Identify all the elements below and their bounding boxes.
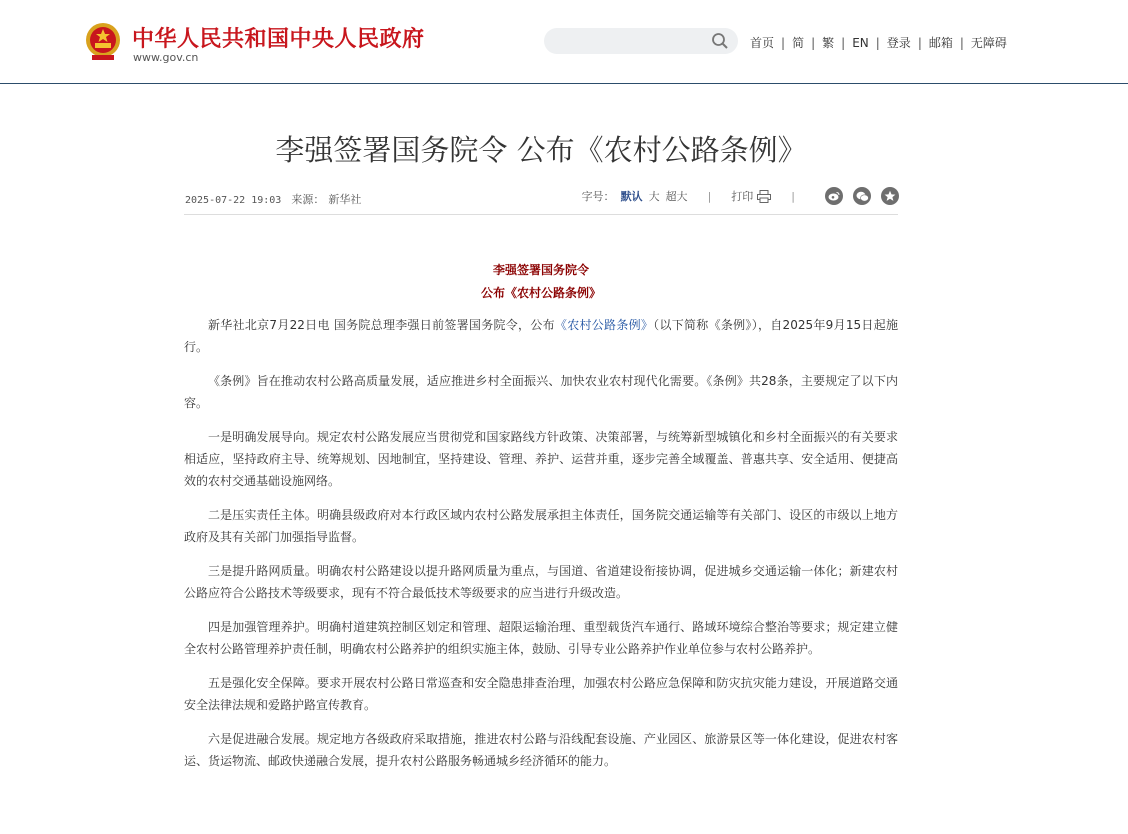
top-navigation [750, 34, 1007, 51]
nav-divider: | [781, 36, 786, 50]
paragraph [184, 314, 898, 358]
nav-english[interactable]: EN [852, 36, 869, 50]
font-size-default[interactable]: 默认 [620, 190, 643, 203]
font-size-large[interactable]: 大 [648, 190, 660, 203]
site-url[interactable]: www.gov.cn [133, 51, 199, 64]
nav-divider: | [841, 36, 846, 50]
regulation-link[interactable]: 《农村公路条例》 [554, 318, 654, 332]
nav-traditional[interactable]: 繁 [822, 36, 835, 50]
paragraph: 四是加强管理养护。明确村道建筑控制区划定和管理、超限运输治理、重型载货汽车通行、路域环境综合整治等要求；规定建立健全农村公路管理养护责任制，明确农村公路养护的组织实施主体，鼓励、引导专业公路养护作业单位参与农村公路养护。 [184, 620, 898, 656]
paragraph: 五是强化安全保障。要求开展农村公路日常巡查和安全隐患排查治理，加强农村公路应急保障和防灾抗灾能力建设，开展道路交通安全法律法规和爱路护路宣传教育。 [184, 676, 898, 712]
nav-divider: | [917, 36, 922, 50]
national-emblem-icon[interactable] [84, 22, 122, 62]
nav-accessibility[interactable]: 无障碍 [970, 36, 1007, 50]
font-size-xlarge[interactable]: 超大 [665, 190, 688, 203]
font-size-label: 字号： [581, 190, 615, 203]
weibo-icon[interactable] [825, 187, 843, 205]
tools-divider: | [707, 189, 712, 203]
paragraph: 二是压实责任主体。明确县级政府对本行政区域内农村公路发展承担主体责任，国务院交通运输等有关部门、设区的市级以上地方政府及其有关部门加强指导监督。 [184, 508, 898, 544]
search-icon[interactable] [711, 32, 729, 50]
article-title: 李强签署国务院令 公布《农村公路条例》 [275, 133, 807, 167]
paragraph-text: （以下简称《条例》），自2025年9月15日起施行。 [184, 318, 898, 354]
source-label: 来源： [291, 193, 325, 206]
article-tools [582, 187, 899, 205]
print-label: 打印 [731, 190, 754, 203]
search-input[interactable] [544, 28, 738, 54]
paragraph: 一是明确发展导向。规定农村公路发展应当贯彻党和国家路线方针政策、决策部署，与统筹新型城镇化和乡村全面振兴的有关要求相适应，坚持政府主导、统筹规划、因地制宜，坚持建设、管理、养护、运营并重，逐步完善全域覆盖、普惠共享、安全适用、便捷高效的农村交通基础设施网络。 [184, 430, 898, 488]
nav-divider: | [811, 36, 816, 50]
paragraph: 六是促进融合发展。规定地方各级政府采取措施，推进农村公路与沿线配套设施、产业园区、旅游景区等一体化建设，促进农村客运、货运物流、邮政快递融合发展，提升农村公路服务畅通城乡经济循环的能力。 [184, 732, 898, 768]
article-meta [185, 191, 899, 213]
subheading-line1: 李强签署国务院令 [492, 263, 589, 277]
article-body [184, 314, 898, 784]
print-icon [757, 190, 771, 203]
source-name: 新华社 [328, 193, 362, 206]
paragraph: 三是提升路网质量。明确农村公路建设以提升路网质量为重点，与国道、省道建设衔接协调，促进城乡交通运输一体化；新建农村公路应符合公路技术等级要求，现有不符合最低技术等级要求的应当进行升级改造。 [184, 564, 898, 600]
wechat-icon[interactable] [853, 187, 871, 205]
publish-date: 2025-07-22 19:03 [185, 195, 282, 206]
nav-login[interactable]: 登录 [886, 36, 911, 50]
meta-divider [184, 214, 898, 215]
tools-divider: | [791, 189, 795, 203]
site-header [0, 0, 1128, 84]
nav-divider: | [959, 36, 964, 50]
print-button[interactable] [731, 188, 771, 204]
nav-divider: | [875, 36, 880, 50]
subheading-line2: 公布《农村公路条例》 [480, 286, 601, 300]
star-icon[interactable] [881, 187, 899, 205]
nav-simplified[interactable]: 简 [792, 36, 805, 50]
nav-mail[interactable]: 邮箱 [928, 36, 953, 50]
site-name[interactable]: 中华人民共和国中央人民政府 [132, 27, 425, 52]
paragraph-text: 新华社北京7月22日电 国务院总理李强日前签署国务院令，公布 [208, 318, 555, 332]
nav-home[interactable]: 首页 [750, 36, 775, 50]
paragraph: 《条例》旨在推动农村公路高质量发展，适应推进乡村全面振兴、加快农业农村现代化需要。《条例》共28条，主要规定了以下内容。 [184, 374, 898, 410]
